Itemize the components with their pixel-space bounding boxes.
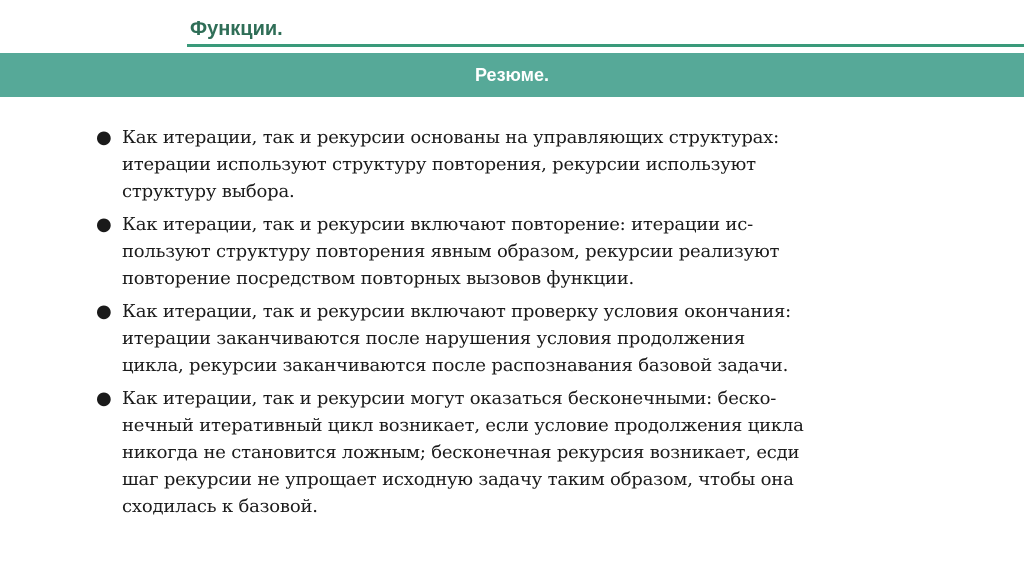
text-line: структуру выбора. (122, 181, 295, 202)
section-banner (0, 53, 1024, 97)
bullet-dot-icon: ● (96, 127, 112, 148)
section-title: Резюме. (475, 65, 549, 85)
list-item (96, 211, 924, 292)
bullet-dot-icon: ● (96, 301, 112, 322)
list-item-text (122, 211, 924, 292)
title-divider (187, 44, 1024, 47)
text-line: цикла, рекурсии заканчиваются после распознавания базовой задачи. (122, 355, 789, 376)
text-line: сходилась к базовой. (122, 496, 318, 517)
text-line: итерации заканчиваются после нарушения условия продолжения (122, 328, 746, 349)
text-line: нечный итеративный цикл возникает, если условие продолжения цикла (122, 415, 804, 436)
text-line: повторение посредством повторных вызовов функции. (122, 268, 635, 289)
text-line: Как итерации, так и рекурсии могут оказаться бесконечными: беско- (122, 388, 777, 409)
list-item (96, 385, 924, 520)
list-item-text (122, 385, 924, 520)
text-line: пользуют структуру повторения явным образом, рекурсии реализуют (122, 241, 780, 262)
text-line: итерации используют структуру повторения, рекурсии используют (122, 154, 756, 175)
text-line: шаг рекурсии не упрощает исходную задачу таким образом, чтобы она (122, 469, 794, 490)
list-item (96, 124, 924, 205)
summary-list (96, 124, 924, 526)
text-line: никогда не становится ложным; бесконечная рекурсия возникает, есди (122, 442, 800, 463)
page-title: Функции. (190, 18, 283, 40)
text-line: Как итерации, так и рекурсии включают проверку условия окончания: (122, 301, 792, 322)
text-line: Как итерации, так и рекурсии основаны на управляющих структурах: (122, 127, 779, 148)
bullet-dot-icon: ● (96, 388, 112, 409)
bullet-dot-icon: ● (96, 214, 112, 235)
list-item-text (122, 298, 924, 379)
list-item-text (122, 124, 924, 205)
text-line: Как итерации, так и рекурсии включают повторение: итерации ис- (122, 214, 753, 235)
list-item (96, 298, 924, 379)
